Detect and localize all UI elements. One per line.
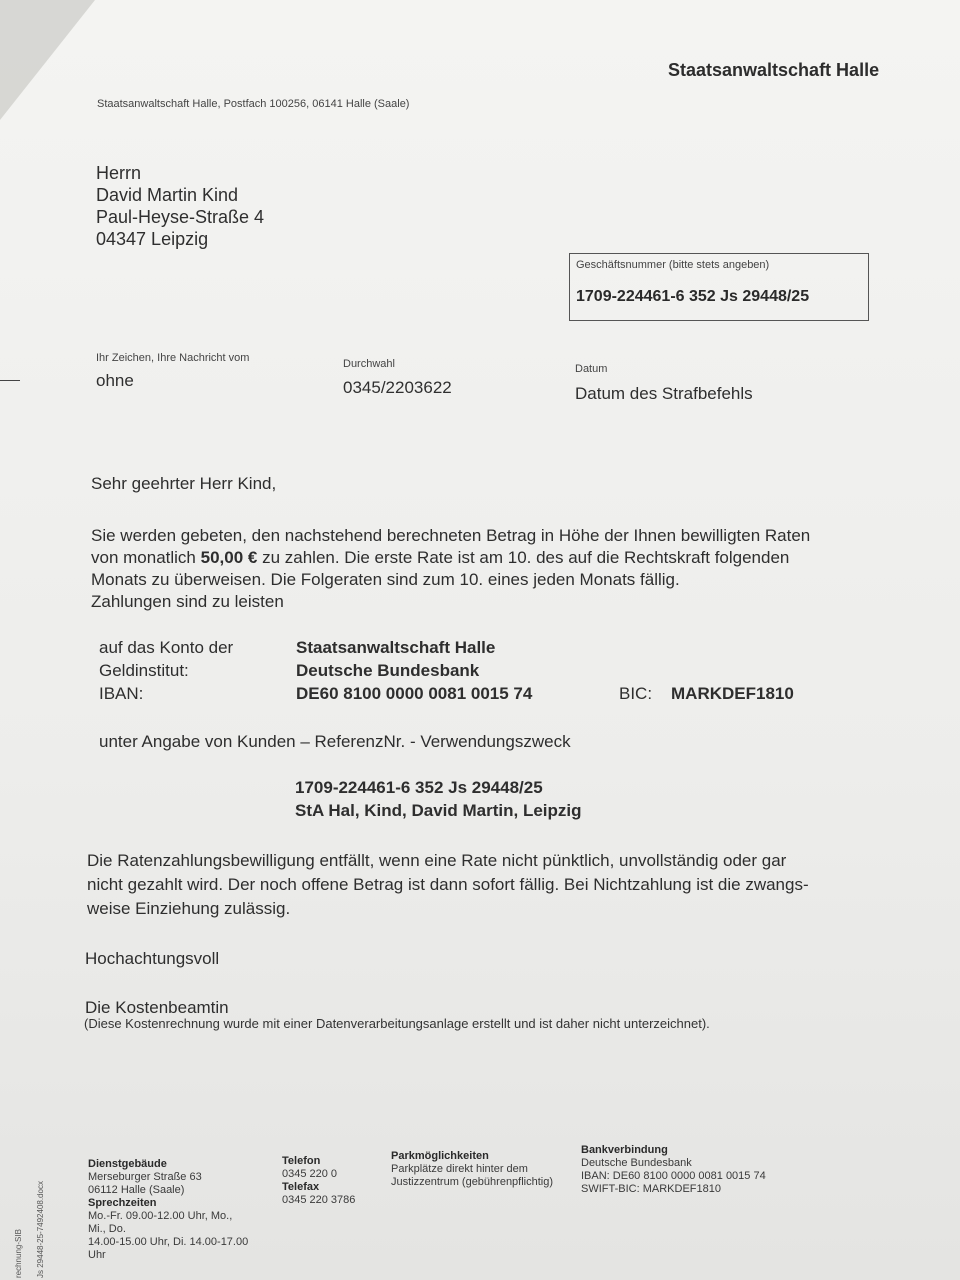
greeting: Sehr geehrter Herr Kind, [91, 474, 277, 493]
paragraph-2-line-3: weise Einziehung zulässig. [87, 899, 291, 918]
footer-parking [391, 1150, 553, 1189]
parking-line-2: Justizzentrum (gebührenpflichtig) [391, 1176, 554, 1188]
recipient-address [96, 162, 264, 250]
payment-reference-2: StA Hal, Kind, David Martin, Leipzig [295, 801, 582, 820]
installment-amount: 50,00 € [200, 548, 258, 567]
your-ref-value: ohne [96, 371, 134, 390]
bank-bic: SWIFT-BIC: MARKDEF1810 [581, 1183, 721, 1195]
building-city: 06112 Halle (Saale) [88, 1184, 185, 1196]
hours-line-2: Mi., Do. [88, 1223, 126, 1235]
your-ref-label: Ihr Zeichen, Ihre Nachricht vom [96, 352, 250, 364]
paragraph-1 [91, 525, 810, 613]
paragraph-2-line-2: nicht gezahlt wird. Der noch offene Betrag ist dann sofort fällig. Bei Nichtzahlung ist die zwangs- [87, 875, 809, 894]
signature-note: (Diese Kostenrechnung wurde mit einer Datenverarbeitungsanlage erstellt und ist daher nicht unterzeichnet). [84, 1016, 710, 1031]
hours-heading: Sprechzeiten [88, 1197, 157, 1209]
hours-line-3: 14.00-15.00 Uhr, Di. 14.00-17.00 [88, 1236, 249, 1248]
case-number-box [569, 253, 869, 321]
account-label: auf das Konto der [99, 638, 234, 657]
direct-dial-label: Durchwahl [343, 358, 395, 370]
case-number: 1709-224461-6 352 Js 29448/25 [576, 288, 810, 305]
iban-value: DE60 8100 0000 0081 0015 74 [296, 684, 533, 703]
direct-dial-value: 0345/2203622 [343, 378, 452, 397]
bank-label: Geldinstitut: [99, 661, 189, 680]
paragraph-1-line-2-end: zu zahlen. Die erste Rate ist am 10. des auf die Rechtskraft folgenden [257, 548, 790, 567]
paragraph-2-line-1: Die Ratenzahlungsbewilligung entfällt, wenn eine Rate nicht pünktlich, unvollständig oder gar [87, 851, 787, 870]
recipient-salutation: Herrn [96, 163, 142, 183]
paragraph-2 [87, 849, 809, 921]
signature-title: Die Kostenbeamtin [85, 998, 229, 1017]
file-mark-2: rechnung-SIB [14, 1229, 23, 1278]
recipient-street: Paul-Heyse-Straße 4 [96, 207, 265, 227]
paragraph-1-line-3: Monats zu überweisen. Die Folgeraten sind zum 10. eines jeden Monats fällig. [91, 570, 680, 589]
date-label: Datum [575, 363, 608, 375]
hours-line-1: Mo.-Fr. 09.00-12.00 Uhr, Mo., [88, 1210, 233, 1222]
paragraph-1-line-4: Zahlungen sind zu leisten [91, 592, 284, 611]
building-street: Merseburger Straße 63 [88, 1171, 202, 1183]
date-value: Datum des Strafbefehls [575, 384, 753, 403]
bank-heading: Bankverbindung [581, 1144, 668, 1156]
iban-label: IBAN: [99, 684, 144, 703]
hours-line-4: Uhr [88, 1249, 106, 1261]
fax-value: 0345 220 3786 [282, 1194, 356, 1206]
parking-heading: Parkmöglichkeiten [391, 1150, 489, 1162]
file-mark-1: Js 29448-25-7492408.docx [36, 1181, 45, 1278]
account-value: Staatsanwaltschaft Halle [296, 638, 496, 657]
bic-label: BIC: [619, 684, 653, 703]
bank-value: Deutsche Bundesbank [296, 661, 480, 680]
phone-value: 0345 220 0 [282, 1168, 338, 1180]
folded-corner [0, 0, 95, 120]
authority-title: Staatsanwaltschaft Halle [668, 60, 880, 80]
bank-name: Deutsche Bundesbank [581, 1157, 692, 1169]
building-heading: Dienstgebäude [88, 1158, 167, 1170]
footer-building [88, 1158, 248, 1262]
case-number-label: Geschäftsnummer (bitte stets angeben) [576, 259, 770, 271]
footer-bank [581, 1144, 766, 1196]
side-file-marks [0, 1140, 50, 1280]
phone-heading: Telefon [282, 1155, 321, 1167]
paragraph-1-line-2-start: von monatlich [91, 548, 201, 567]
closing: Hochachtungsvoll [85, 949, 220, 968]
fold-mark [0, 380, 20, 381]
parking-line-1: Parkplätze direkt hinter dem [391, 1163, 528, 1175]
recipient-name: David Martin Kind [96, 185, 239, 205]
reference-intro: unter Angabe von Kunden – ReferenzNr. - Verwendungszweck [99, 732, 571, 751]
sender-return-address: Staatsanwaltschaft Halle, Postfach 100256, 06141 Halle (Saale) [97, 98, 410, 110]
bank-iban: IBAN: DE60 8100 0000 0081 0015 74 [581, 1170, 766, 1182]
bic-value: MARKDEF1810 [671, 684, 794, 703]
fax-heading: Telefax [282, 1181, 320, 1193]
recipient-city: 04347 Leipzig [96, 229, 209, 249]
paragraph-1-line-2 [91, 547, 810, 569]
footer-phone [282, 1155, 355, 1207]
paragraph-1-line-1: Sie werden gebeten, den nachstehend berechneten Betrag in Höhe der Ihnen bewilligten Raten [91, 526, 811, 545]
payment-reference-1: 1709-224461-6 352 Js 29448/25 [295, 778, 543, 797]
